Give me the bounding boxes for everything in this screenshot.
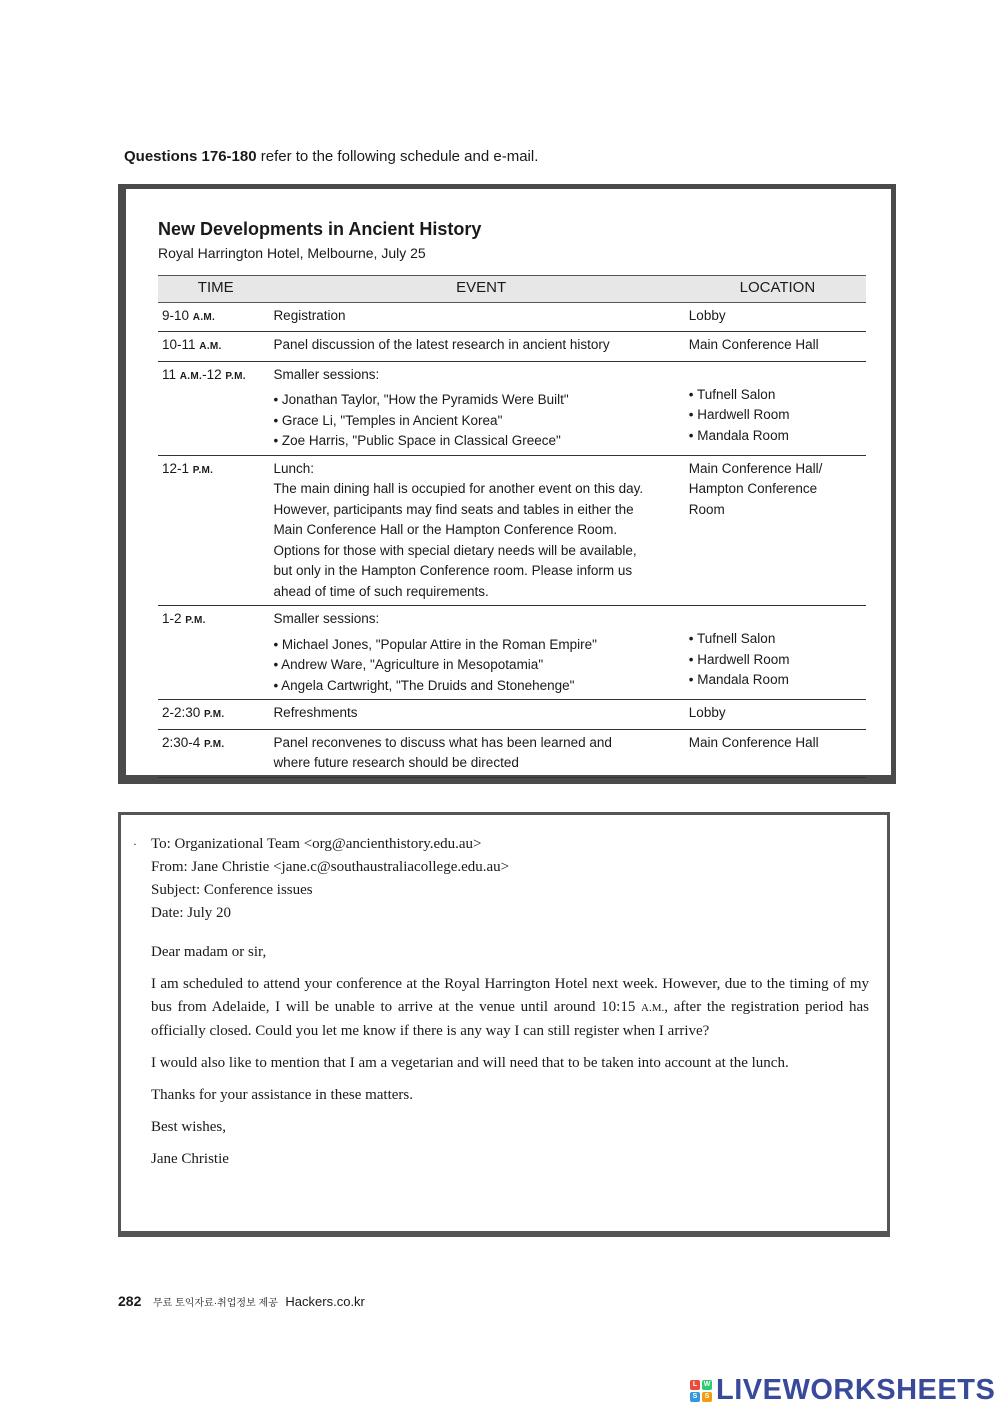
email-closing: Best wishes,: [151, 1119, 226, 1135]
schedule-row: [158, 361, 866, 455]
schedule-row: [158, 729, 866, 777]
schedule-table: [158, 275, 866, 778]
event-line: The main dining hall is occupied for another event on this day.: [273, 481, 644, 496]
location-line: Hampton Conference: [688, 481, 818, 496]
row-event: [273, 606, 688, 700]
session-item: • Zoe Harris, "Public Space in Classical Greece": [273, 433, 561, 448]
liveworksheets-wordmark: LIVEWORKSHEETS: [716, 1374, 996, 1406]
questions-heading: [124, 148, 538, 165]
schedule-subtitle: Royal Harrington Hotel, Melbourne, July 25: [158, 245, 426, 261]
location-item: • Tufnell Salon: [688, 386, 776, 402]
page-footer: [118, 1293, 365, 1309]
footer-korean-text: 무료 토익자료·취업정보 제공: [152, 1298, 278, 1309]
email-paragraph: Thanks for your assistance in these matters.: [151, 1087, 414, 1103]
location-line: Room: [688, 501, 725, 517]
header-time: TIME: [158, 276, 273, 303]
row-time: 12-1 P.M.: [158, 455, 273, 606]
email-to: To: Organizational Team <org@ancienthistory.edu.au>: [151, 836, 482, 852]
event-label: Smaller sessions:: [273, 366, 380, 382]
event-label: Smaller sessions:: [273, 611, 380, 626]
schedule-row: [158, 606, 866, 700]
schedule-box: [118, 184, 896, 784]
email-from: From: Jane Christie <jane.c@southaustraliacollege.edu.au>: [151, 859, 510, 875]
questions-range: Questions 176-180: [124, 148, 257, 165]
location-item: • Mandala Room: [688, 672, 789, 687]
row-location: [689, 455, 866, 606]
email-body: [151, 941, 869, 1180]
page-number: 282: [118, 1293, 142, 1309]
header-location: LOCATION: [689, 276, 866, 303]
location-item: • Mandala Room: [688, 427, 789, 443]
row-time: 11 A.M.-12 P.M.: [158, 361, 273, 455]
row-location: Lobby: [689, 700, 866, 730]
email-box: [118, 812, 890, 1237]
email-subject: Subject: Conference issues: [151, 882, 313, 898]
row-event: Registration: [273, 302, 688, 332]
event-label: Lunch:: [273, 460, 314, 476]
event-line: Options for those with special dietary needs will be available,: [273, 542, 637, 558]
session-item: • Jonathan Taylor, "How the Pyramids Were Built": [273, 392, 569, 407]
location-item: • Hardwell Room: [688, 651, 790, 667]
session-item: • Andrew Ware, "Agriculture in Mesopotamia": [273, 657, 544, 672]
email-date: Date: July 20: [151, 905, 231, 921]
questions-heading-rest: refer to the following schedule and e-mail.: [256, 148, 539, 165]
schedule-title: New Developments in Ancient History: [158, 219, 482, 239]
row-time: 9-10 A.M.: [158, 302, 273, 332]
row-event: Refreshments: [273, 700, 688, 730]
schedule-row: [158, 332, 866, 362]
location-line: Main Conference Hall/: [688, 460, 823, 476]
row-location: [689, 361, 866, 455]
location-item: • Hardwell Room: [688, 407, 790, 422]
schedule-row: [158, 455, 866, 606]
liveworksheets-brand: [690, 1374, 995, 1407]
row-event: [273, 455, 688, 606]
row-time: 2-2:30 P.M.: [158, 700, 273, 730]
row-event: [273, 729, 688, 777]
schedule-header-row: [158, 276, 866, 303]
email-paragraph: I am scheduled to attend your conference at the Royal Harrington Hotel next week. However, due to the timing of my bus from Adelaide, I will be unable to arrive at the venue until around 10:15 A.M., after the registration period has officially closed. Could you let me know if there is any way I can still register when I arrive?: [151, 976, 869, 1039]
header-event: EVENT: [273, 276, 688, 303]
email-greeting: Dear madam or sir,: [151, 944, 267, 960]
event-line: where future research should be directed: [273, 755, 519, 770]
row-event: Panel discussion of the latest research in ancient history: [273, 332, 688, 362]
schedule-row: [158, 302, 866, 332]
email-header: [151, 833, 509, 925]
event-line: but only in the Hampton Conference room. Please inform us: [273, 563, 633, 578]
bullet-dot-icon: ·: [133, 837, 137, 851]
row-location: [689, 606, 866, 700]
email-signature: Jane Christie: [151, 1151, 229, 1167]
row-time: 2:30-4 P.M.: [158, 729, 273, 777]
row-event: [273, 361, 688, 455]
schedule-row: [158, 700, 866, 730]
event-line: ahead of time of such requirements.: [273, 583, 489, 599]
row-time: 10-11 A.M.: [158, 332, 273, 362]
session-item: • Michael Jones, "Popular Attire in the Roman Empire": [273, 636, 597, 652]
event-line: Panel reconvenes to discuss what has been learned and: [273, 734, 612, 750]
location-item: • Tufnell Salon: [688, 631, 776, 646]
row-location: Lobby: [689, 302, 866, 332]
liveworksheets-logo-icon: L W S S: [690, 1380, 712, 1402]
session-item: • Angela Cartwright, "The Druids and Stonehenge": [273, 677, 575, 693]
row-location: Main Conference Hall: [689, 729, 866, 777]
row-location: Main Conference Hall: [689, 332, 866, 362]
row-time: 1-2 P.M.: [158, 606, 273, 700]
footer-site: Hackers.co.kr: [285, 1294, 365, 1309]
email-paragraph: I would also like to mention that I am a vegetarian and will need that to be taken into account at the lunch.: [151, 1055, 789, 1071]
event-line: However, participants may find seats and tables in either the: [273, 501, 634, 517]
session-item: • Grace Li, "Temples in Ancient Korea": [273, 412, 503, 428]
event-line: Main Conference Hall or the Hampton Conference Room.: [273, 522, 618, 537]
